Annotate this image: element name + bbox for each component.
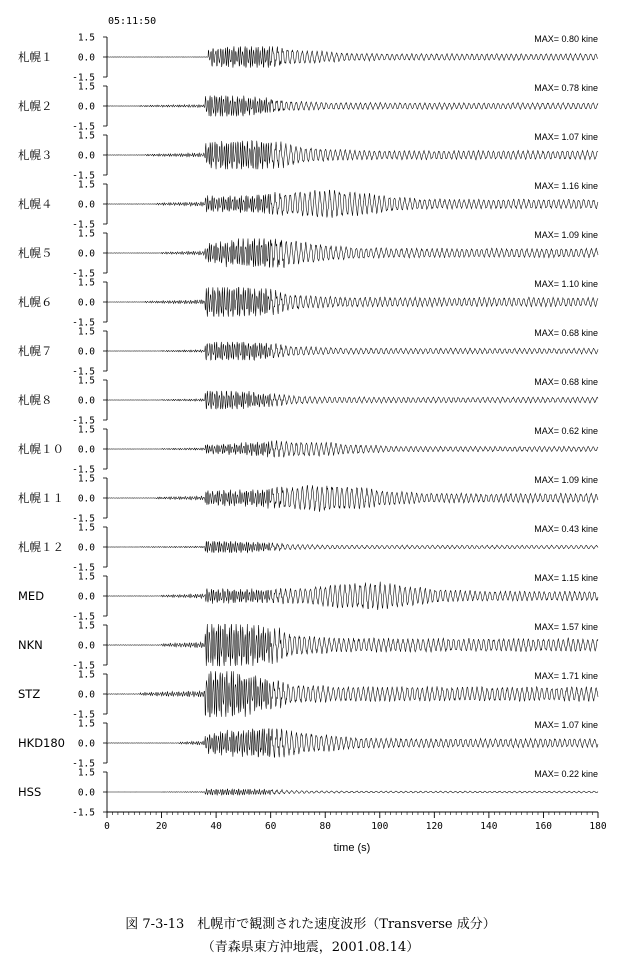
max-label: MAX= 0.78 kine — [534, 83, 598, 93]
waveform-line — [107, 789, 598, 795]
max-label: MAX= 1.07 kine — [534, 720, 598, 730]
station-label: 札幌８ — [18, 393, 53, 407]
max-label: MAX= 1.15 kine — [534, 573, 598, 583]
y-tick-label: 0.0 — [77, 689, 95, 701]
waveform-line — [107, 391, 598, 409]
y-tick-label: -1.5 — [72, 121, 95, 133]
x-tick-label: 140 — [480, 821, 498, 832]
max-label: MAX= 0.62 kine — [534, 426, 598, 436]
y-tick-label: 0.0 — [77, 199, 95, 211]
y-tick-label: 1.5 — [77, 375, 95, 387]
trace-panel — [18, 180, 598, 231]
max-label: MAX= 0.22 kine — [534, 769, 598, 779]
station-label: 札幌７ — [18, 344, 53, 358]
y-tick-label: -1.5 — [72, 562, 95, 574]
trace-panel — [18, 229, 598, 280]
traces-group — [18, 33, 598, 819]
station-label: 札幌１０ — [18, 442, 64, 456]
max-label: MAX= 0.68 kine — [534, 328, 598, 338]
station-label: 札幌５ — [18, 246, 53, 260]
max-label: MAX= 1.09 kine — [534, 475, 598, 485]
y-tick-label: -1.5 — [72, 464, 95, 476]
y-tick-label: 1.5 — [77, 228, 95, 240]
y-tick-label: 1.5 — [77, 571, 95, 583]
waveform-line — [107, 582, 598, 610]
y-tick-label: -1.5 — [72, 219, 95, 231]
max-label: MAX= 1.09 kine — [534, 230, 598, 240]
trace-panel — [18, 327, 598, 378]
y-tick-label: 1.5 — [77, 522, 95, 534]
y-tick-label: 1.5 — [77, 767, 95, 779]
station-label: MED — [18, 589, 45, 603]
y-tick-label: 1.5 — [77, 326, 95, 338]
station-label: STZ — [18, 687, 41, 701]
y-tick-label: 0.0 — [77, 591, 95, 603]
waveform-line — [107, 671, 598, 717]
y-tick-label: -1.5 — [72, 268, 95, 280]
y-tick-label: 0.0 — [77, 101, 95, 113]
y-tick-label: -1.5 — [72, 709, 95, 721]
max-label: MAX= 1.57 kine — [534, 622, 598, 632]
waveform-line — [107, 342, 598, 360]
x-tick-label: 40 — [210, 821, 222, 832]
trace-panel — [18, 670, 598, 721]
station-label: 札幌４ — [18, 197, 53, 211]
y-tick-label: 0.0 — [77, 444, 95, 456]
station-label: 札幌２ — [18, 99, 53, 113]
station-label: 札幌３ — [18, 148, 53, 162]
y-tick-label: 0.0 — [77, 787, 95, 799]
x-axis-label: time (s) — [333, 842, 371, 854]
y-tick-label: 1.5 — [77, 669, 95, 681]
y-tick-label: -1.5 — [72, 366, 95, 378]
station-label: 札幌１ — [18, 50, 53, 64]
waveform-line — [107, 141, 598, 170]
y-tick-label: 1.5 — [77, 620, 95, 632]
y-tick-label: 1.5 — [77, 277, 95, 289]
y-tick-label: 0.0 — [77, 640, 95, 652]
trace-panel — [18, 523, 598, 574]
trace-panel — [18, 131, 598, 182]
y-tick-label: 1.5 — [77, 179, 95, 191]
y-tick-label: -1.5 — [72, 72, 95, 84]
station-label: 札幌１１ — [18, 491, 64, 505]
trace-panel — [18, 768, 598, 819]
max-label: MAX= 0.80 kine — [534, 34, 598, 44]
x-tick-label: 20 — [155, 821, 168, 832]
x-tick-label: 80 — [319, 821, 331, 832]
max-label: MAX= 1.10 kine — [534, 279, 598, 289]
y-tick-label: 0.0 — [77, 297, 95, 309]
y-tick-label: -1.5 — [72, 758, 95, 770]
trace-panel — [18, 82, 598, 133]
y-tick-label: -1.5 — [72, 807, 95, 819]
figure-caption-line1: 図 7-3-13 札幌市で観測された速度波形（Transverse 成分） — [125, 917, 496, 932]
max-label: MAX= 1.07 kine — [534, 132, 598, 142]
y-tick-label: 1.5 — [77, 81, 95, 93]
y-tick-label: 0.0 — [77, 395, 95, 407]
trace-panel — [18, 278, 598, 329]
y-tick-label: -1.5 — [72, 611, 95, 623]
max-label: MAX= 1.71 kine — [534, 671, 598, 681]
trace-panel — [18, 33, 598, 84]
y-tick-label: 1.5 — [77, 424, 95, 436]
y-tick-label: 0.0 — [77, 542, 95, 554]
y-tick-label: -1.5 — [72, 660, 95, 672]
max-label: MAX= 1.16 kine — [534, 181, 598, 191]
waveform-line — [107, 238, 598, 267]
station-label: HSS — [18, 785, 42, 799]
y-tick-label: -1.5 — [72, 170, 95, 182]
y-tick-label: 0.0 — [77, 346, 95, 358]
trace-panel — [18, 474, 598, 525]
waveform-line — [107, 624, 598, 666]
waveform-line — [107, 190, 598, 218]
y-tick-label: -1.5 — [72, 415, 95, 427]
y-tick-label: 0.0 — [77, 493, 95, 505]
trace-panel — [18, 376, 598, 427]
station-label: NKN — [18, 638, 43, 652]
y-tick-label: 0.0 — [77, 52, 95, 64]
x-tick-label: 120 — [425, 821, 443, 832]
waveform-line — [107, 441, 598, 458]
waveform-line — [107, 541, 598, 552]
waveform-line — [107, 46, 598, 67]
trace-panel — [18, 621, 598, 672]
trace-panel — [18, 719, 598, 770]
y-tick-label: 1.5 — [77, 718, 95, 730]
max-label: MAX= 0.68 kine — [534, 377, 598, 387]
x-tick-label: 160 — [534, 821, 553, 832]
waveform-line — [107, 729, 598, 758]
x-tick-label: 60 — [264, 821, 277, 832]
y-tick-label: 1.5 — [77, 130, 95, 142]
y-tick-label: -1.5 — [72, 513, 95, 525]
y-tick-label: 1.5 — [77, 32, 95, 44]
y-tick-label: 1.5 — [77, 473, 95, 485]
waveform-line — [107, 287, 598, 316]
station-label: 札幌６ — [18, 295, 53, 309]
waveform-line — [107, 485, 598, 512]
x-axis — [104, 812, 607, 832]
x-tick-label: 180 — [589, 821, 607, 832]
max-label: MAX= 0.43 kine — [534, 524, 598, 534]
trace-panel — [18, 572, 598, 623]
station-label: 札幌１２ — [18, 540, 64, 554]
y-tick-label: 0.0 — [77, 248, 95, 260]
x-tick-label: 100 — [371, 821, 389, 832]
x-tick-label: 0 — [104, 821, 110, 832]
waveform-line — [107, 96, 598, 117]
y-tick-label: -1.5 — [72, 317, 95, 329]
y-tick-label: 0.0 — [77, 738, 95, 750]
station-label: HKD180 — [18, 736, 65, 750]
start-time-label: 05:11:50 — [108, 16, 157, 27]
y-tick-label: 0.0 — [77, 150, 95, 162]
trace-panel — [18, 425, 598, 476]
figure-caption-line2: （青森県東方沖地震，2001.08.14） — [201, 940, 420, 955]
